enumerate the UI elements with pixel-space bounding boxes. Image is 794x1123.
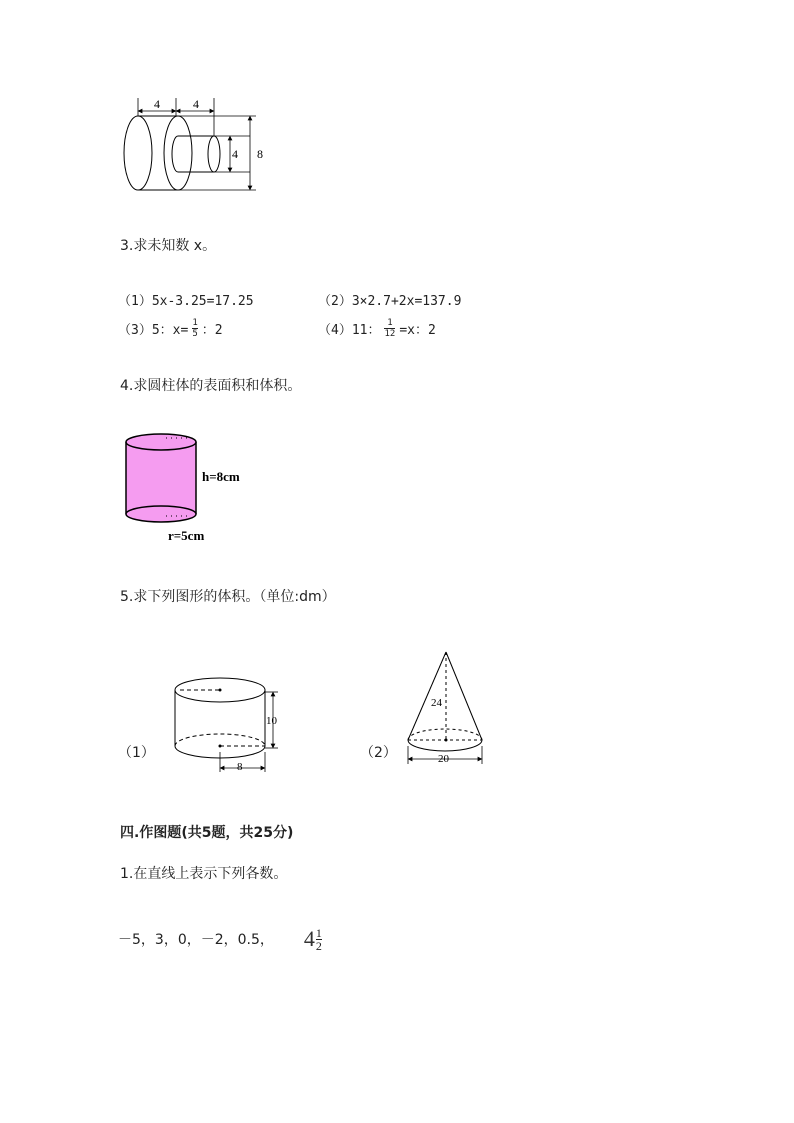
- q3-title: 3.求未知数 x。: [120, 238, 217, 254]
- dim-a-label: 4: [154, 97, 160, 111]
- q4-title: 4.求圆柱体的表面积和体积。: [120, 378, 302, 394]
- q3-part1: （1）5x-3.25=17.25: [118, 294, 254, 309]
- q3-part4-post: =x：2: [399, 323, 436, 338]
- dim-d-label: 8: [257, 147, 263, 161]
- compound-cylinder-figure: [118, 96, 278, 196]
- mixed-number: [304, 926, 322, 952]
- cylinder-body: [126, 442, 196, 514]
- cone-d-label: 20: [438, 753, 449, 765]
- q3-part3-den: 5: [192, 329, 198, 339]
- mixed-num: 1: [315, 925, 322, 940]
- q3-part4-pre: （4）11：: [318, 323, 381, 338]
- mixed-fraction: [316, 927, 322, 952]
- q3-part2: （2）3×2.7+2x=137.9: [318, 294, 462, 309]
- q5-label-2: （2）: [360, 745, 397, 761]
- q3-part3-post: ：2: [201, 323, 223, 338]
- q3-part4: [318, 318, 436, 339]
- mixed-den: 2: [315, 938, 322, 953]
- cyl-h-label: 10: [266, 715, 277, 727]
- r-label: r=5cm: [168, 528, 205, 543]
- dim-b-label: 4: [193, 97, 199, 111]
- section4-heading: 四.作图题(共5题，共25分): [120, 825, 294, 841]
- q3-part3-num: 1: [192, 318, 198, 328]
- cone-figure: [400, 646, 490, 770]
- q3-part4-fraction: [384, 318, 395, 339]
- q3-part3-pre: （3）5：x=: [118, 323, 189, 338]
- section4-q1-title: 1.在直线上表示下列各数。: [120, 866, 288, 882]
- pink-cylinder-figure: [118, 428, 258, 548]
- q5-label-1: （1）: [118, 745, 155, 761]
- q3-part3: [118, 318, 223, 339]
- cone-h-label: 24: [431, 697, 442, 709]
- dim-c-label: 4: [232, 147, 238, 161]
- mixed-whole: 4: [303, 926, 315, 951]
- number-list: [118, 926, 322, 952]
- cylinder-figure: [168, 672, 288, 776]
- cyl-r-label: 8: [237, 761, 243, 773]
- q3-part4-den: 12: [384, 329, 396, 339]
- q5-title: 5.求下列图形的体积。（单位:dm）: [120, 589, 336, 605]
- q3-part3-fraction: [192, 318, 197, 339]
- h-label: h=8cm: [202, 469, 240, 484]
- number-list-text: －5，3，0，－2，0.5，: [118, 932, 274, 948]
- q3-part4-num: 1: [387, 318, 393, 328]
